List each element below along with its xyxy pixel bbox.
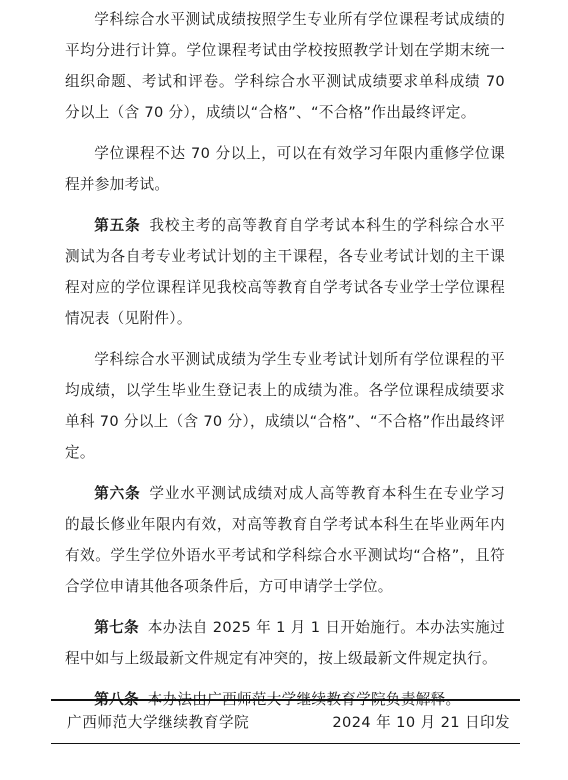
paragraph-article-7 bbox=[65, 612, 505, 674]
paragraph-article-5 bbox=[65, 210, 505, 334]
document-body bbox=[65, 4, 505, 725]
paragraph-text: 学位课程不达 70 分以上，可以在有效学习年限内重修学位课程并参加考试。 bbox=[65, 145, 505, 193]
article-number: 第六条 bbox=[94, 485, 141, 502]
paragraph-text: 学业水平测试成绩对成人高等教育本科生在专业学习的最长修业年限内有效，对高等教育自学考试本科生在毕业两年内有效。学生学位外语水平考试和学科综合水平测试均“合格”，且符合学位申请其他各项条件后，方可申请学士学位。 bbox=[65, 485, 505, 595]
paragraph-score-calculation bbox=[65, 4, 505, 128]
article-number: 第五条 bbox=[94, 217, 141, 234]
paragraph-text: 学科综合水平测试成绩按照学生专业所有学位课程考试成绩的平均分进行计算。学位课程考试由学校按照教学计划在学期末统一组织命题、考试和评卷。学科综合水平测试成绩要求单科成绩 70 分以上（含 70 分），成绩以“合格”、“不合格”作出最终评定。 bbox=[65, 11, 505, 121]
article-number: 第七条 bbox=[94, 619, 140, 636]
paragraph-self-study-score bbox=[65, 344, 505, 468]
issue-date: 2024 年 10 月 21 日印发 bbox=[332, 714, 510, 731]
paragraph-text: 本办法自 2025 年 1 月 1 日开始施行。本办法实施过程中如与上级最新文件规定有冲突的，按上级最新文件规定执行。 bbox=[65, 619, 506, 667]
article-number: 第八条 bbox=[94, 691, 139, 708]
paragraph-text: 我校主考的高等教育自学考试本科生的学科综合水平测试为各自考专业考试计划的主干课程，各专业考试计划的主干课程对应的学位课程详见我校高等教育自学考试各专业学士学位课程情况表（见附件）。 bbox=[65, 217, 505, 327]
paragraph-article-6 bbox=[65, 478, 505, 602]
paragraph-retake-rule bbox=[65, 138, 505, 200]
issuer-name: 广西师范大学继续教育学院 bbox=[67, 714, 250, 731]
paragraph-text: 学科综合水平测试成绩为学生专业考试计划所有学位课程的平均成绩，以学生毕业生登记表上的成绩为准。各学位课程成绩要求单科 70 分以上（含 70 分），成绩以“合格”、“不合格”作出最终评定。 bbox=[65, 351, 505, 461]
issuance-footer bbox=[51, 699, 520, 744]
paragraph-text: 本办法由广西师范大学继续教育学院负责解释。 bbox=[147, 691, 461, 708]
